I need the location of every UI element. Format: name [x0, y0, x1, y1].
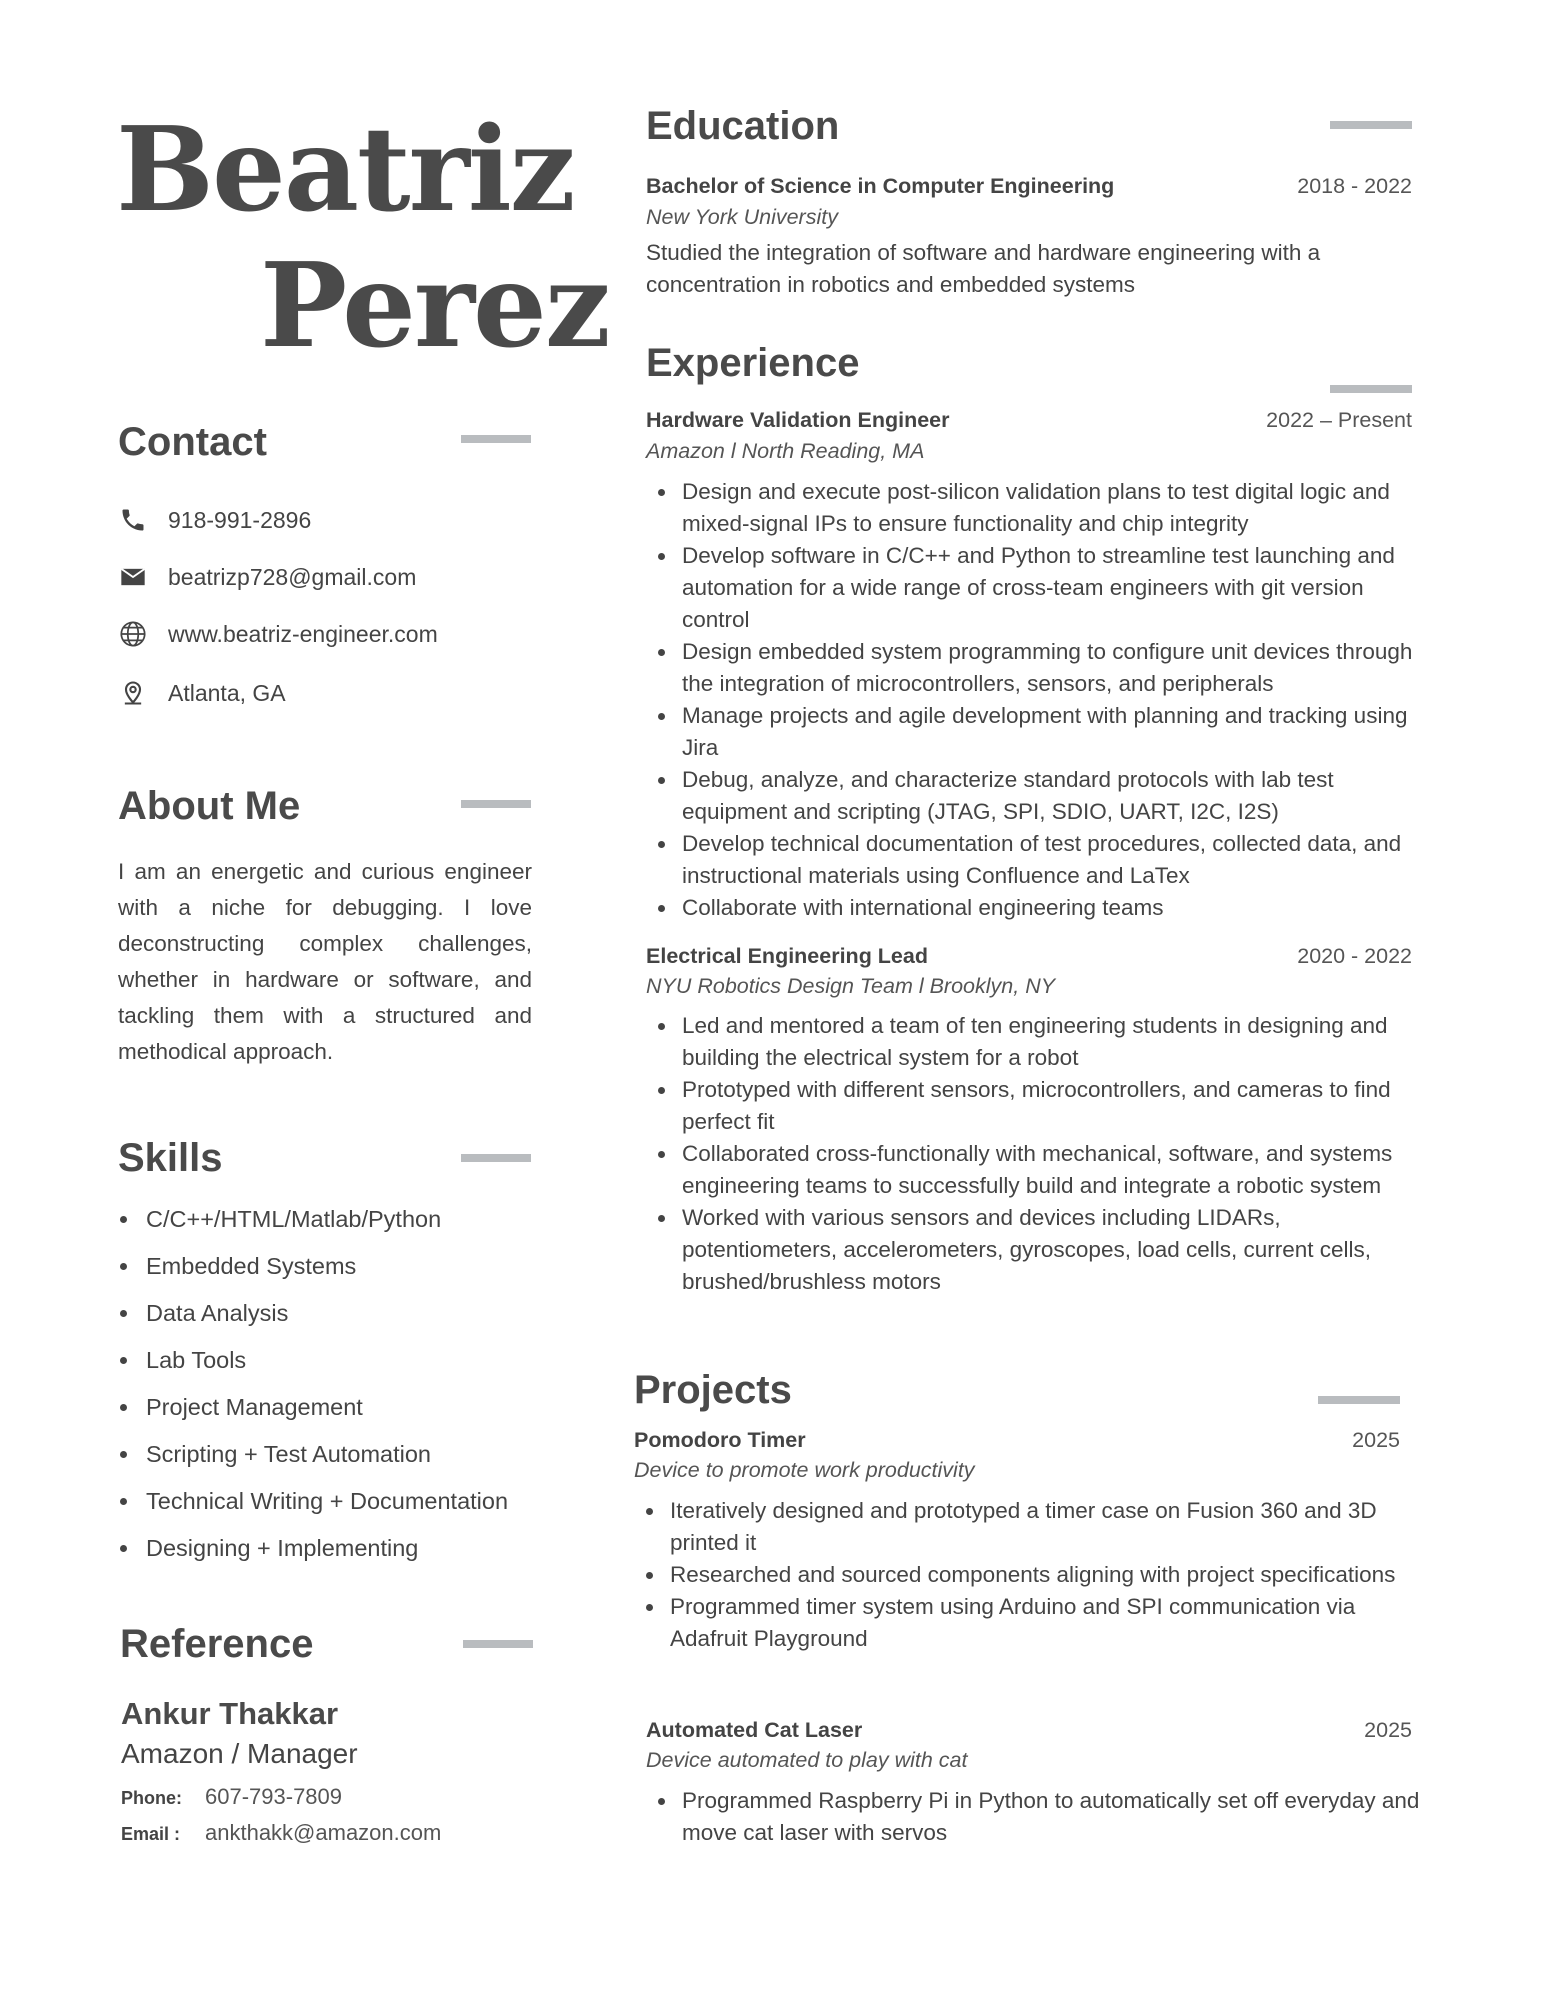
- project-subtitle: Device automated to play with cat: [646, 1748, 968, 1772]
- job-title: Hardware Validation Engineer: [646, 408, 950, 432]
- skill-item: Lab Tools: [118, 1337, 578, 1384]
- reference-email-label: Email :: [121, 1824, 181, 1844]
- contact-website: [118, 614, 568, 654]
- education-divider: [1330, 121, 1412, 129]
- education-heading: Education: [646, 104, 840, 148]
- skills-list: [118, 1196, 578, 1572]
- contact-divider: [461, 435, 531, 443]
- skill-item: Embedded Systems: [118, 1243, 578, 1290]
- education-school: New York University: [646, 205, 838, 229]
- website-text: www.beatriz-engineer.com: [168, 620, 438, 647]
- list-item: Debug, analyze, and characterize standard protocols with lab test equipment and scripting (JTAG, SPI, SDIO, UART, I2C, I2S): [646, 764, 1431, 828]
- experience-divider: [1330, 385, 1412, 393]
- phone-text: 918-991-2896: [168, 506, 312, 533]
- project-year: 2025: [1352, 1428, 1400, 1452]
- reference-phone-label: Phone:: [121, 1788, 182, 1808]
- reference-phone: 607-793-7809: [205, 1784, 343, 1809]
- project-title: Automated Cat Laser: [646, 1718, 863, 1742]
- education-degree: Bachelor of Science in Computer Engineering: [646, 174, 1115, 198]
- first-name: Beatriz: [116, 102, 574, 238]
- reference-email: ankthakk@amazon.com: [205, 1820, 442, 1845]
- projects-heading: Projects: [634, 1368, 792, 1412]
- job-bullets: [646, 476, 1431, 924]
- skill-item: Data Analysis: [118, 1290, 578, 1337]
- job-dates: 2020 - 2022: [1297, 944, 1412, 968]
- experience-heading: Experience: [646, 341, 860, 385]
- list-item: Worked with various sensors and devices including LIDARs, potentiometers, accelerometers, gyroscopes, load cells, current cells, brushed/brushless motors: [646, 1202, 1431, 1298]
- list-item: Collaborate with international engineering teams: [646, 892, 1431, 924]
- project-year: 2025: [1364, 1718, 1412, 1742]
- skill-item: Technical Writing + Documentation: [118, 1478, 578, 1525]
- last-name: Perez: [260, 238, 609, 374]
- email-text: beatrizp728@gmail.com: [168, 563, 417, 590]
- reference-name: Ankur Thakkar: [121, 1696, 339, 1731]
- job-bullets: [646, 1010, 1431, 1298]
- list-item: Prototyped with different sensors, microcontrollers, and cameras to find perfect fit: [646, 1074, 1431, 1138]
- job-dates: 2022 – Present: [1266, 408, 1412, 432]
- list-item: Iteratively designed and prototyped a timer case on Fusion 360 and 3D printed it: [634, 1495, 1431, 1559]
- about-text: I am an energetic and curious engineer with a niche for debugging. I love deconstructing complex challenges, whether in hardware or software, and tackling them with a structured and methodical approach.: [118, 859, 532, 1064]
- job-title: Electrical Engineering Lead: [646, 944, 928, 968]
- list-item: Researched and sourced components aligning with project specifications: [634, 1559, 1431, 1591]
- project-title: Pomodoro Timer: [634, 1428, 806, 1452]
- reference-heading: Reference: [120, 1622, 314, 1666]
- about-heading: About Me: [118, 784, 301, 828]
- list-item: Collaborated cross-functionally with mechanical, software, and systems engineering teams to successfully build and integrate a robotic system: [646, 1138, 1431, 1202]
- skill-item: Scripting + Test Automation: [118, 1431, 578, 1478]
- globe-icon: [118, 619, 148, 649]
- contact-phone: [118, 500, 568, 540]
- contact-email: [118, 557, 568, 597]
- reference-divider: [463, 1640, 533, 1648]
- list-item: Develop software in C/C++ and Python to streamline test launching and automation for a wide range of cross-team engineers with git version control: [646, 540, 1431, 636]
- education-dates: 2018 - 2022: [1297, 174, 1412, 198]
- list-item: Programmed timer system using Arduino and SPI communication via Adafruit Playground: [634, 1591, 1431, 1655]
- project-subtitle: Device to promote work productivity: [634, 1458, 975, 1482]
- skills-divider: [461, 1154, 531, 1162]
- project-bullets: [634, 1495, 1431, 1655]
- list-item: Led and mentored a team of ten engineering students in designing and building the electrical system for a robot: [646, 1010, 1431, 1074]
- job-org: NYU Robotics Design Team l Brooklyn, NY: [646, 974, 1056, 998]
- about-divider: [461, 800, 531, 808]
- list-item: Develop technical documentation of test procedures, collected data, and instructional materials using Confluence and LaTex: [646, 828, 1431, 892]
- location-text: Atlanta, GA: [168, 679, 286, 706]
- list-item: Programmed Raspberry Pi in Python to automatically set off everyday and move cat laser with servos: [646, 1785, 1443, 1849]
- reference-email-row: [121, 1820, 441, 1846]
- reference-role: Amazon / Manager: [121, 1738, 358, 1769]
- list-item: Design and execute post-silicon validation plans to test digital logic and mixed-signal IPs to ensure functionality and chip integrity: [646, 476, 1431, 540]
- skill-item: C/C++/HTML/Matlab/Python: [118, 1196, 578, 1243]
- reference-phone-row: [121, 1784, 342, 1810]
- mail-icon: [118, 562, 148, 592]
- phone-icon: [118, 505, 148, 535]
- projects-divider: [1318, 1396, 1400, 1404]
- skill-item: Designing + Implementing: [118, 1525, 578, 1572]
- list-item: Design embedded system programming to configure unit devices through the integration of microcontrollers, sensors, and peripherals: [646, 636, 1431, 700]
- skills-heading: Skills: [118, 1136, 223, 1180]
- skill-item: Project Management: [118, 1384, 578, 1431]
- job-org: Amazon l North Reading, MA: [646, 439, 925, 463]
- education-description: Studied the integration of software and hardware engineering with a concentration in robotics and embedded systems: [646, 240, 1321, 297]
- contact-location: [118, 673, 568, 713]
- project-bullets: [646, 1785, 1443, 1849]
- contact-heading: Contact: [118, 420, 267, 464]
- location-pin-icon: [118, 678, 148, 708]
- list-item: Manage projects and agile development with planning and tracking using Jira: [646, 700, 1431, 764]
